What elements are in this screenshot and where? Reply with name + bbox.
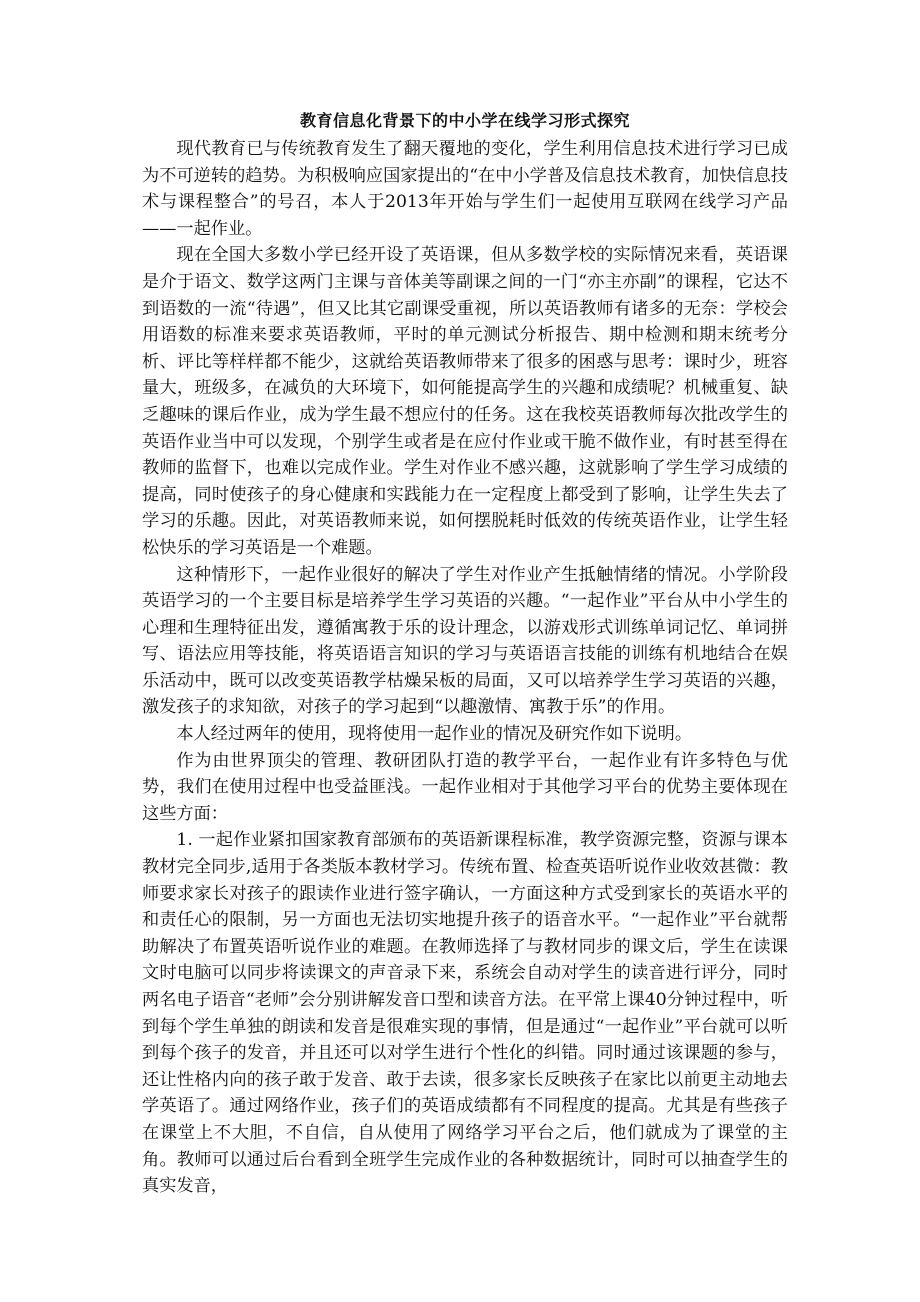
paragraph-intro: 现代教育已与传统教育发生了翻天覆地的变化，学生利用信息技术进行学习已成为不可逆转的趋势。为积极响应国家提出的“在中小学普及信息技术教育，加快信息技术与课程整合”的号召，本人于2013年开始与学生们一起使用互联网在线学习产品——一起作业。 xyxy=(142,139,788,239)
document-title: 教育信息化背景下的中小学在线学习形式探究 xyxy=(299,111,630,130)
document-page xyxy=(142,108,788,1200)
paragraph-usage-summary: 本人经过两年的使用，现将使用一起作业的情况及研究作如下说明。 xyxy=(176,724,693,745)
paragraph-advantage-1: 1. 一起作业紧扣国家教育部颁布的英语新课程标准，教学资源完整，资源与课本教材完全同步,适用于各类版本教材学习。传统布置、检查英语听说作业收效甚微：教师要求家长对孩子的跟读作业进行签字确认，一方面这种方式受到家长的英语水平的和责任心的限制，另一方面也无法切实地提升孩子的语音水平。“一起作业”平台就帮助解决了布置英语听说作业的难题。在教师选择了与教材同步的课文后，学生在读课文时电脑可以同步将读课文的声音录下来，系统会自动对学生的读音进行评分，同时两名电子语音“老师”会分别讲解发音口型和读音方法。在平常上课40分钟过程中，听到每个学生单独的朗读和发音是很难实现的事情，但是通过“一起作业”平台就可以听到每个孩子的发音，并且还可以对学生进行个性化的纠错。同时通过该课题的参与，还让性格内向的孩子敢于发音、敢于去读，很多家长反映孩子在家比以前更主动地去学英语了。通过网络作业，孩子们的英语成绩都有不同程度的提高。尤其是有些孩子在课堂上不大胆，不自信，自从使用了网络学习平台之后，他们就成为了课堂的主角。教师可以通过后台看到全班学生完成作业的各种数据统计，同时可以抽查学生的真实发音， xyxy=(142,830,788,1197)
paragraph-english-course-status: 现在全国大多数小学已经开设了英语课，但从多数学校的实际情况来看，英语课是介于语文、数学这两门主课与音体美等副课之间的一门“亦主亦副”的课程，它达不到语数的一流“待遇”，但又比其它副课受重视，所以英语教师有诸多的无奈：学校会用语数的标准来要求英语教师，平时的单元测试分析报告、期中检测和期末统考分析、评比等样样都不能少，这就给英语教师带来了很多的困惑与思考：课时少，班容量大，班级多，在减负的大环境下，如何能提高学生的兴趣和成绩呢？机械重复、缺乏趣味的课后作业，成为学生最不想应付的任务。这在我校英语教师每次批改学生的英语作业当中可以发现，个别学生或者是在应付作业或干脆不做作业，有时甚至得在教师的监督下，也难以完成作业。学生对作业不感兴趣，这就影响了学生学习成绩的提高，同时使孩子的身心健康和实践能力在一定程度上都受到了影响，让学生失去了学习的乐趣。因此，对英语教师来说，如何摆脱耗时低效的传统英语作业，让学生轻松快乐的学习英语是一个难题。 xyxy=(142,245,788,558)
paragraph-yiqizuoye-solution: 这种情形下，一起作业很好的解决了学生对作业产生抵触情绪的情况。小学阶段英语学习的一个主要目标是培养学生学习英语的兴趣。“一起作业”平台从中小学生的心理和生理特征出发，遵循寓教于乐的设计理念，以游戏形式训练单词记忆、单词拼写、语法应用等技能，将英语语言知识的学习与英语语言技能的训练有机地结合在娱乐活动中，既可以改变英语教学枯燥呆板的局面，又可以培养学生学习英语的兴趣，激发孩子的求知欲，对孩子的学习起到“以趣激情、寓教于乐”的作用。 xyxy=(142,564,788,718)
paragraph-platform-advantages: 作为由世界顶尖的管理、教研团队打造的教学平台，一起作业有许多特色与优势，我们在使用过程中也受益匪浅。一起作业相对于其他学习平台的优势主要体现在这些方面： xyxy=(142,750,788,824)
